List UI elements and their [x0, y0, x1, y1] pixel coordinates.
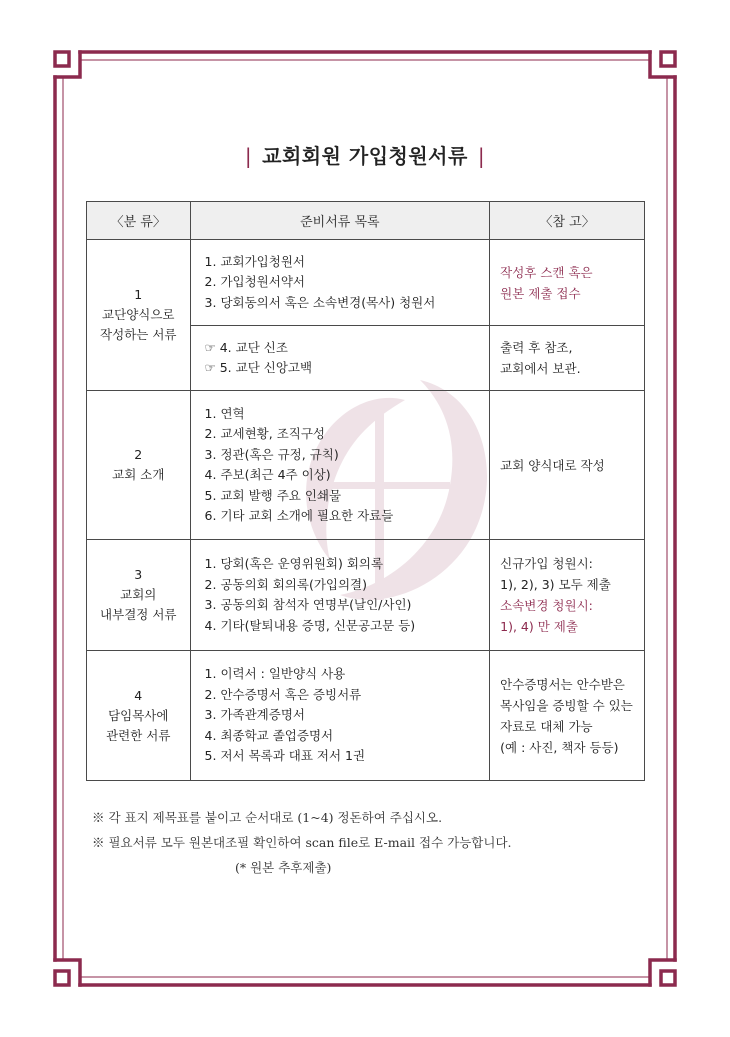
list-item: 2. 공동의회 회의록(가입의결) — [204, 576, 367, 592]
category-number: 1 — [134, 287, 143, 302]
footnote-sub: (* 원본 추후제출) — [235, 860, 332, 875]
documents-cell — [190, 326, 490, 391]
table-row — [87, 651, 645, 781]
list-item: 3. 공동의회 참석자 연명부(날인/사인) — [204, 597, 412, 612]
note-line: 신규가입 청원시: — [500, 556, 593, 571]
category-cell — [87, 391, 191, 540]
note-line: 원본 제출 접수 — [500, 285, 581, 301]
table-row — [87, 240, 645, 326]
list-item: 1. 연혁 — [204, 405, 245, 421]
list-item: 6. 기타 교회 소개에 필요한 자료들 — [204, 508, 394, 523]
note-line: 1), 2), 3) 모두 제출 — [500, 577, 611, 592]
list-item: 1. 이력서 : 일반양식 사용 — [204, 666, 346, 682]
list-item: 4. 최종학교 졸업증명서 — [204, 727, 334, 743]
note-line: 교회 양식대로 작성 — [500, 457, 605, 473]
note-line: 안수증명서는 안수받은 — [500, 676, 625, 692]
list-item: 2. 가입청원서약서 — [204, 274, 305, 290]
title-block — [0, 140, 730, 169]
note-line: 교회에서 보관. — [500, 361, 581, 376]
reference-cell — [490, 240, 645, 326]
reference-cell — [490, 391, 645, 540]
category-label: 교단양식으로 — [102, 307, 175, 322]
header-reference: 〈참 고〉 — [490, 202, 645, 240]
category-label: 내부결정 서류 — [100, 607, 177, 622]
header-documents: 준비서류 목록 — [190, 202, 490, 240]
category-label: 교회 소개 — [112, 467, 165, 482]
list-item: 4. 기타(탈퇴내용 증명, 신문공고문 등) — [204, 617, 416, 633]
footnote: ※ 각 표지 제목표를 붙이고 순서대로 (1~4) 정돈하여 주십시오. — [92, 810, 443, 825]
reference-cell — [490, 326, 645, 391]
footnote: ※ 필요서류 모두 원본대조필 확인하여 scan file로 E-mail 접수 가능합니다. — [92, 835, 512, 850]
documents-table — [86, 201, 645, 781]
reference-cell — [490, 540, 645, 651]
category-cell — [87, 540, 191, 651]
category-label: 관련한 서류 — [106, 727, 171, 743]
title-text: 교회회원 가입청원서류 — [262, 144, 468, 168]
list-item: 3. 정관(혹은 규정, 규칙) — [204, 446, 339, 462]
footnotes — [92, 805, 512, 880]
list-item: ☞ 5. 교단 신앙고백 — [204, 360, 313, 375]
category-number: 4 — [134, 687, 143, 703]
table-row — [87, 540, 645, 651]
documents-cell — [190, 540, 490, 651]
category-cell — [87, 651, 191, 781]
documents-cell — [190, 651, 490, 781]
list-item: 1. 당회(혹은 운영위원회) 회의록 — [204, 556, 384, 571]
list-item: ☞ 4. 교단 신조 — [204, 339, 288, 355]
category-label: 교회의 — [120, 587, 157, 602]
category-number: 2 — [134, 447, 143, 462]
list-item: 2. 안수증명서 혹은 증빙서류 — [204, 686, 362, 702]
list-item: 5. 교회 발행 주요 인쇄물 — [204, 487, 342, 503]
category-number: 3 — [134, 567, 143, 582]
list-item: 2. 교세현황, 조직구성 — [204, 426, 325, 441]
note-line: 출력 후 참조, — [500, 340, 573, 355]
title-bar-right: | — [477, 144, 486, 168]
list-item: 4. 주보(최근 4주 이상) — [204, 467, 331, 482]
table-row — [87, 391, 645, 540]
note-line: 자료로 대체 가능 — [500, 718, 593, 734]
table-header-row — [87, 202, 645, 240]
list-item: 1. 교회가입청원서 — [204, 253, 305, 269]
category-label: 작성하는 서류 — [100, 327, 177, 342]
list-item: 3. 가족관계증명서 — [204, 707, 305, 723]
note-line: 목사임을 증빙할 수 있는 — [500, 697, 633, 713]
note-line: 소속변경 청원시: — [500, 598, 593, 613]
category-cell — [87, 240, 191, 391]
page-title — [235, 140, 495, 169]
list-item: 3. 당회동의서 혹은 소속변경(목사) 청원서 — [204, 294, 436, 310]
category-label: 담임목사에 — [108, 707, 169, 723]
documents-cell — [190, 240, 490, 326]
note-line: 1), 4) 만 제출 — [500, 619, 578, 634]
documents-cell — [190, 391, 490, 540]
title-bar-left: | — [244, 144, 253, 168]
note-line: (예 : 사진, 책자 등등) — [500, 739, 619, 755]
header-category: 〈분 류〉 — [87, 202, 191, 240]
list-item: 5. 저서 목록과 대표 저서 1권 — [204, 748, 366, 764]
note-line: 작성후 스캔 혹은 — [500, 264, 593, 280]
reference-cell — [490, 651, 645, 781]
